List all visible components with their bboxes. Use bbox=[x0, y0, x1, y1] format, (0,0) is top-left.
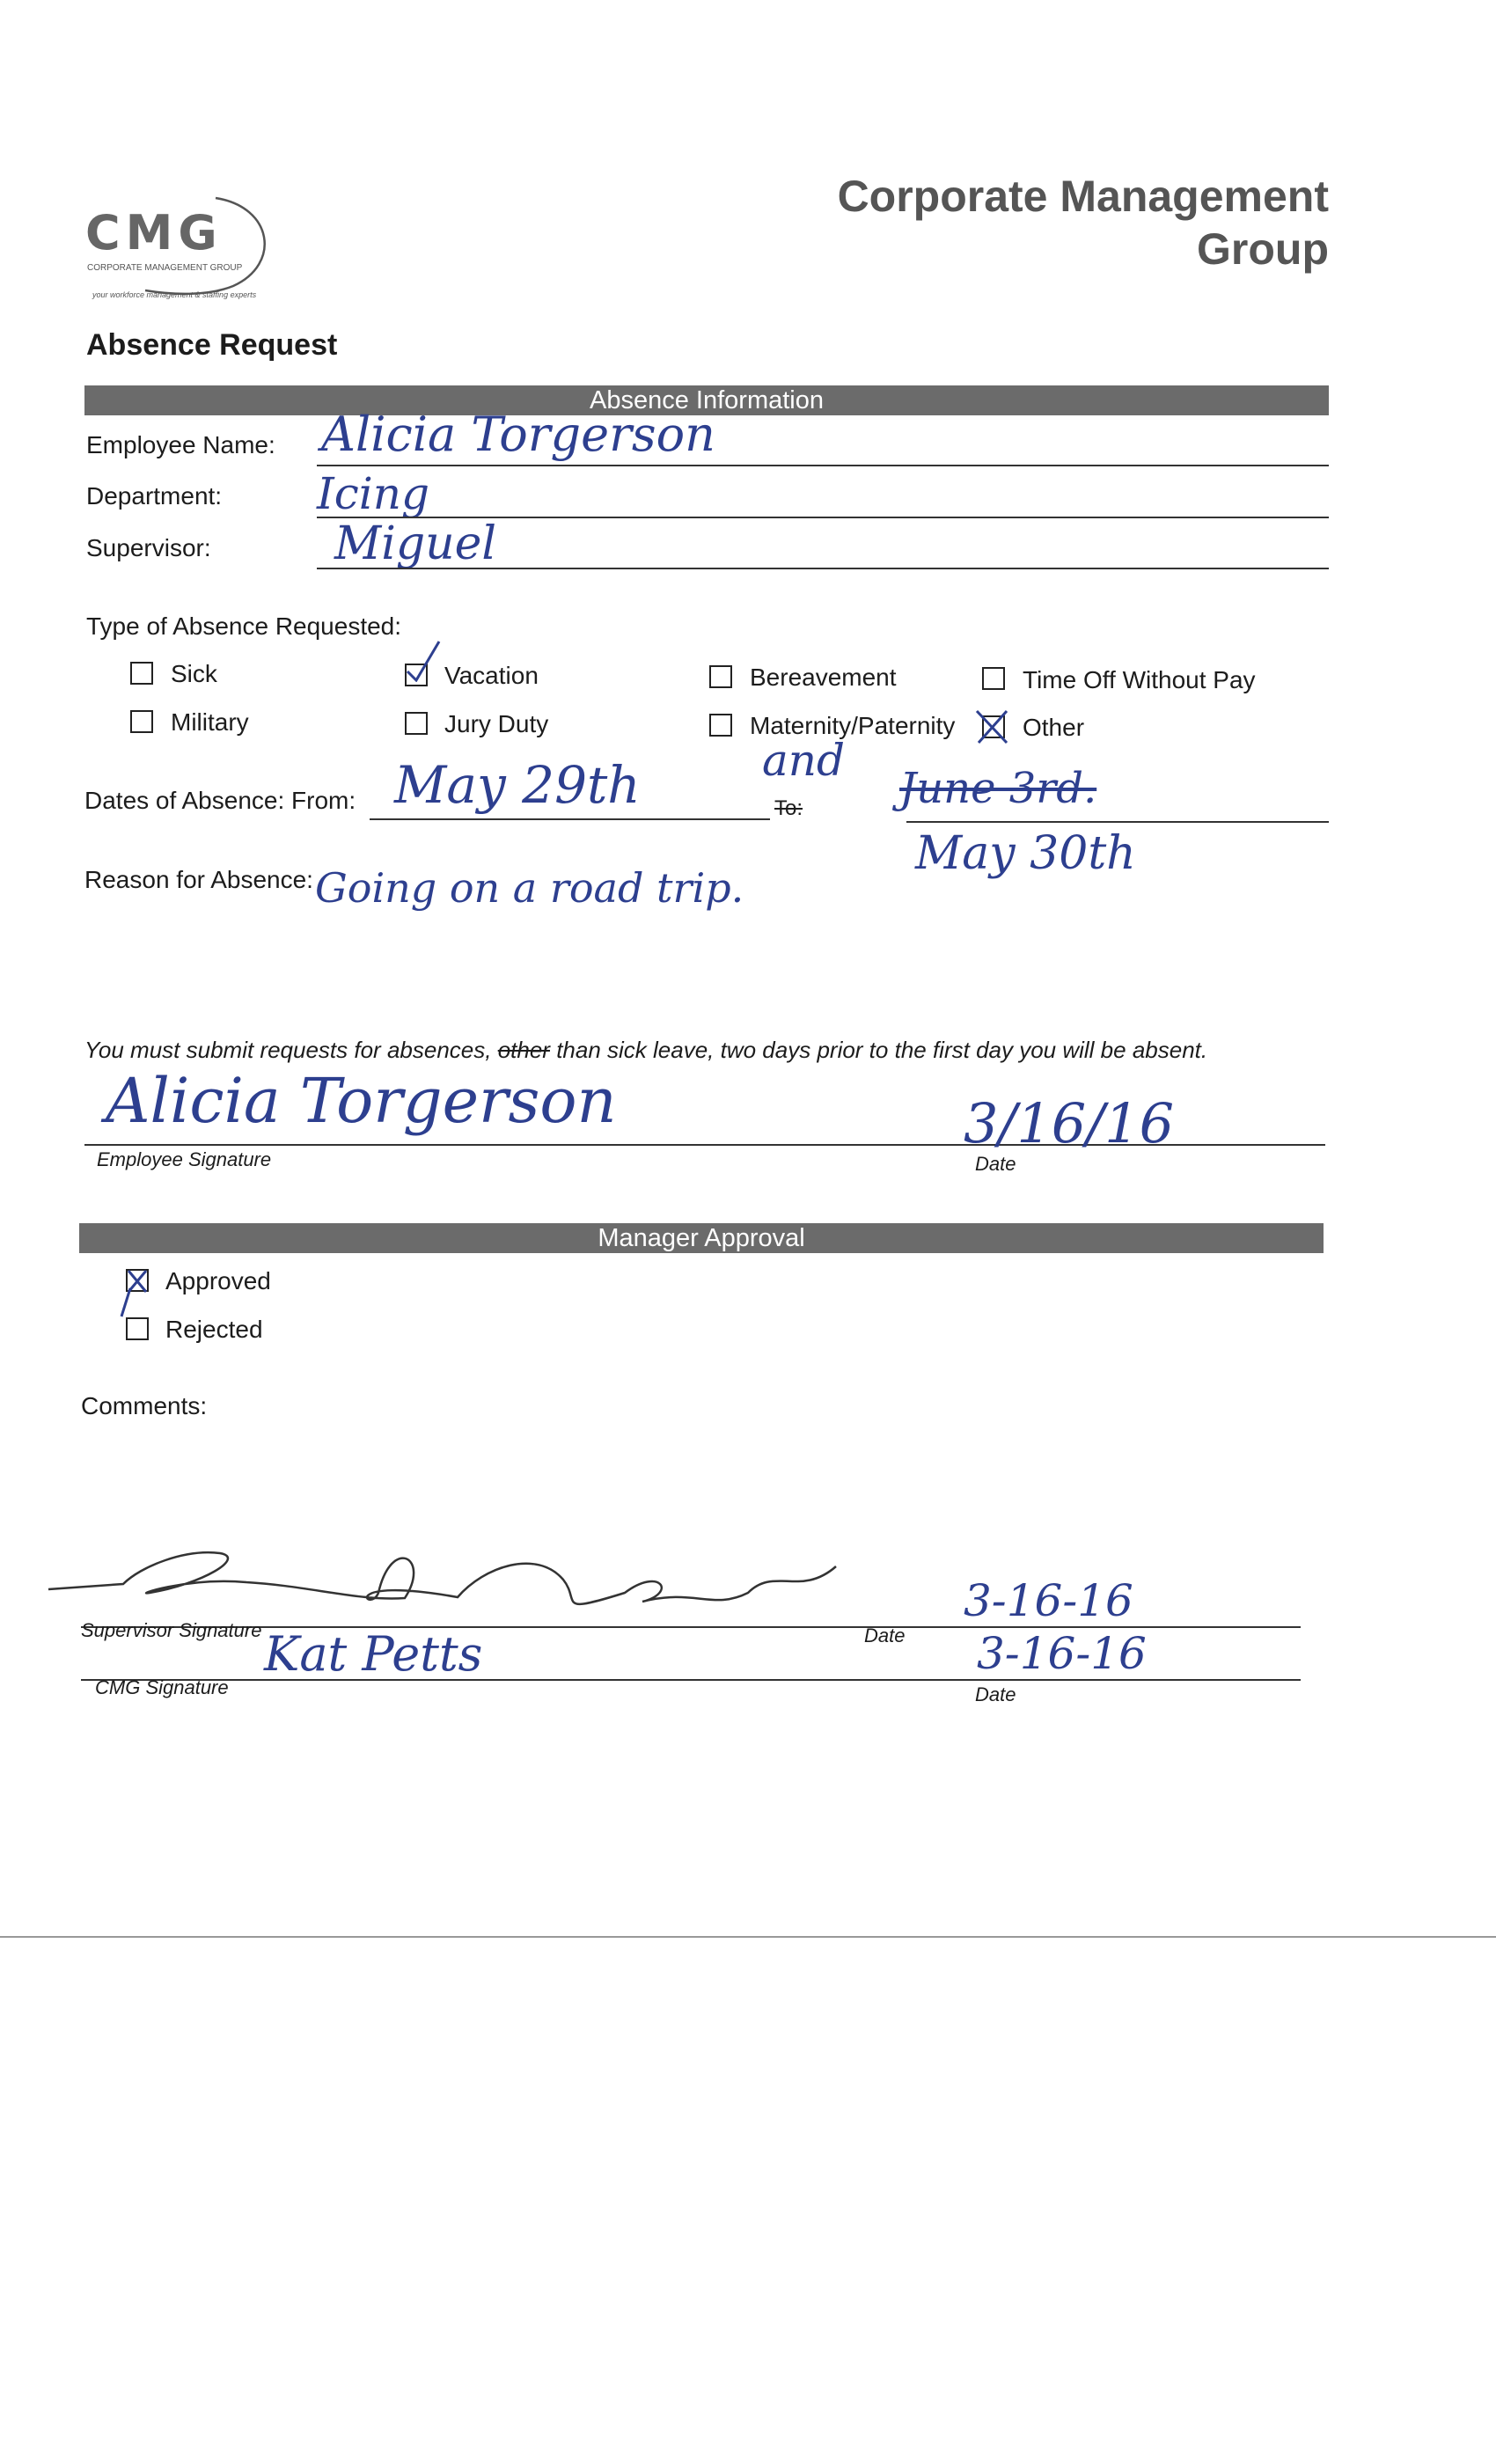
to-label: To: bbox=[774, 796, 803, 820]
maternity-paternity-label: Maternity/Paternity bbox=[750, 712, 956, 739]
military-label: Military bbox=[171, 708, 249, 736]
cmg-signature-date[interactable]: 3-16-16 bbox=[977, 1628, 1147, 1679]
and-text: and bbox=[762, 735, 846, 786]
company-name-line1: Corporate Management bbox=[837, 172, 1329, 221]
to-date-value[interactable]: May 30th bbox=[915, 827, 1136, 880]
employee-signature-date[interactable]: 3/16/16 bbox=[964, 1091, 1175, 1155]
to-date-line bbox=[906, 821, 1329, 823]
supervisor-value[interactable]: Miguel bbox=[334, 517, 497, 570]
logo-text: CMG bbox=[85, 205, 223, 260]
jury-duty-label: Jury Duty bbox=[444, 710, 549, 737]
cmg-signature-label: CMG Signature bbox=[95, 1676, 229, 1698]
employee-name-value[interactable]: Alicia Torgerson bbox=[321, 407, 715, 462]
employee-name-line bbox=[317, 465, 1329, 466]
approved-check-icon bbox=[111, 1265, 150, 1318]
military-checkbox[interactable] bbox=[130, 710, 153, 733]
time-off-without-pay-checkbox[interactable] bbox=[982, 667, 1005, 690]
notice-text-before: You must submit requests for bbox=[84, 1037, 387, 1063]
logo-subtitle: CORPORATE MANAGEMENT GROUP bbox=[87, 263, 243, 273]
bereavement-checkbox[interactable] bbox=[709, 665, 732, 688]
approved-label: Approved bbox=[165, 1267, 271, 1294]
cmg-signature[interactable]: Kat Petts bbox=[264, 1626, 483, 1682]
company-name-line2: Group bbox=[1197, 224, 1329, 274]
reason-value[interactable]: Going on a road trip. bbox=[315, 864, 744, 912]
absence-type-label: Type of Absence Requested: bbox=[86, 612, 402, 640]
vacation-label: Vacation bbox=[444, 662, 539, 689]
maternity-paternity-checkbox[interactable] bbox=[709, 714, 732, 737]
from-date-value[interactable]: May 29th bbox=[394, 755, 641, 815]
logo-tagline: your workforce management & staffing experts bbox=[92, 290, 257, 299]
notice-text-other: other bbox=[497, 1037, 550, 1063]
page-divider bbox=[0, 1936, 1496, 1938]
sick-checkbox[interactable] bbox=[130, 662, 153, 685]
submission-notice bbox=[84, 1037, 1207, 1064]
supervisor-signature-date[interactable]: 3-16-16 bbox=[964, 1575, 1133, 1626]
supervisor-date-label: Date bbox=[864, 1624, 906, 1646]
company-name bbox=[838, 170, 1329, 275]
supervisor-signature-label: Supervisor Signature bbox=[81, 1619, 262, 1641]
bereavement-label: Bereavement bbox=[750, 664, 897, 691]
comments-label: Comments: bbox=[81, 1392, 208, 1419]
employee-date-label: Date bbox=[975, 1153, 1016, 1175]
vacation-check-icon bbox=[400, 638, 444, 682]
employee-name-label: Employee Name: bbox=[86, 431, 275, 458]
from-date-line bbox=[370, 818, 770, 820]
cmg-logo bbox=[84, 189, 286, 304]
employee-signature-label: Employee Signature bbox=[97, 1148, 272, 1170]
struck-date-value: June 3rd. bbox=[899, 764, 1097, 813]
employee-signature[interactable]: Alicia Torgerson bbox=[106, 1065, 617, 1137]
cmg-signature-line bbox=[81, 1679, 1301, 1681]
department-label: Department: bbox=[86, 482, 223, 510]
department-value[interactable]: Icing bbox=[317, 468, 429, 519]
notice-text-after: than sick leave, two days prior to the first day you will be absent. bbox=[549, 1037, 1208, 1063]
rejected-checkbox[interactable] bbox=[126, 1317, 149, 1340]
manager-approval-header: Manager Approval bbox=[79, 1223, 1324, 1253]
time-off-without-pay-label: Time Off Without Pay bbox=[1023, 666, 1256, 693]
sick-label: Sick bbox=[171, 660, 217, 687]
supervisor-label: Supervisor: bbox=[86, 534, 211, 561]
notice-text-comma: , bbox=[485, 1037, 498, 1063]
form-title: Absence Request bbox=[86, 328, 338, 362]
cmg-date-label: Date bbox=[975, 1683, 1016, 1705]
other-check-icon bbox=[973, 708, 1012, 746]
absence-info-header: Absence Information bbox=[84, 385, 1329, 415]
supervisor-line bbox=[317, 568, 1329, 569]
rejected-label: Rejected bbox=[165, 1316, 263, 1343]
supervisor-signature[interactable] bbox=[44, 1514, 854, 1619]
dates-label: Dates of Absence: From: bbox=[84, 787, 356, 814]
notice-text-absences: absences bbox=[386, 1037, 486, 1063]
jury-duty-checkbox[interactable] bbox=[405, 712, 428, 735]
reason-label: Reason for Absence: bbox=[84, 866, 313, 893]
other-label: Other bbox=[1023, 714, 1085, 741]
